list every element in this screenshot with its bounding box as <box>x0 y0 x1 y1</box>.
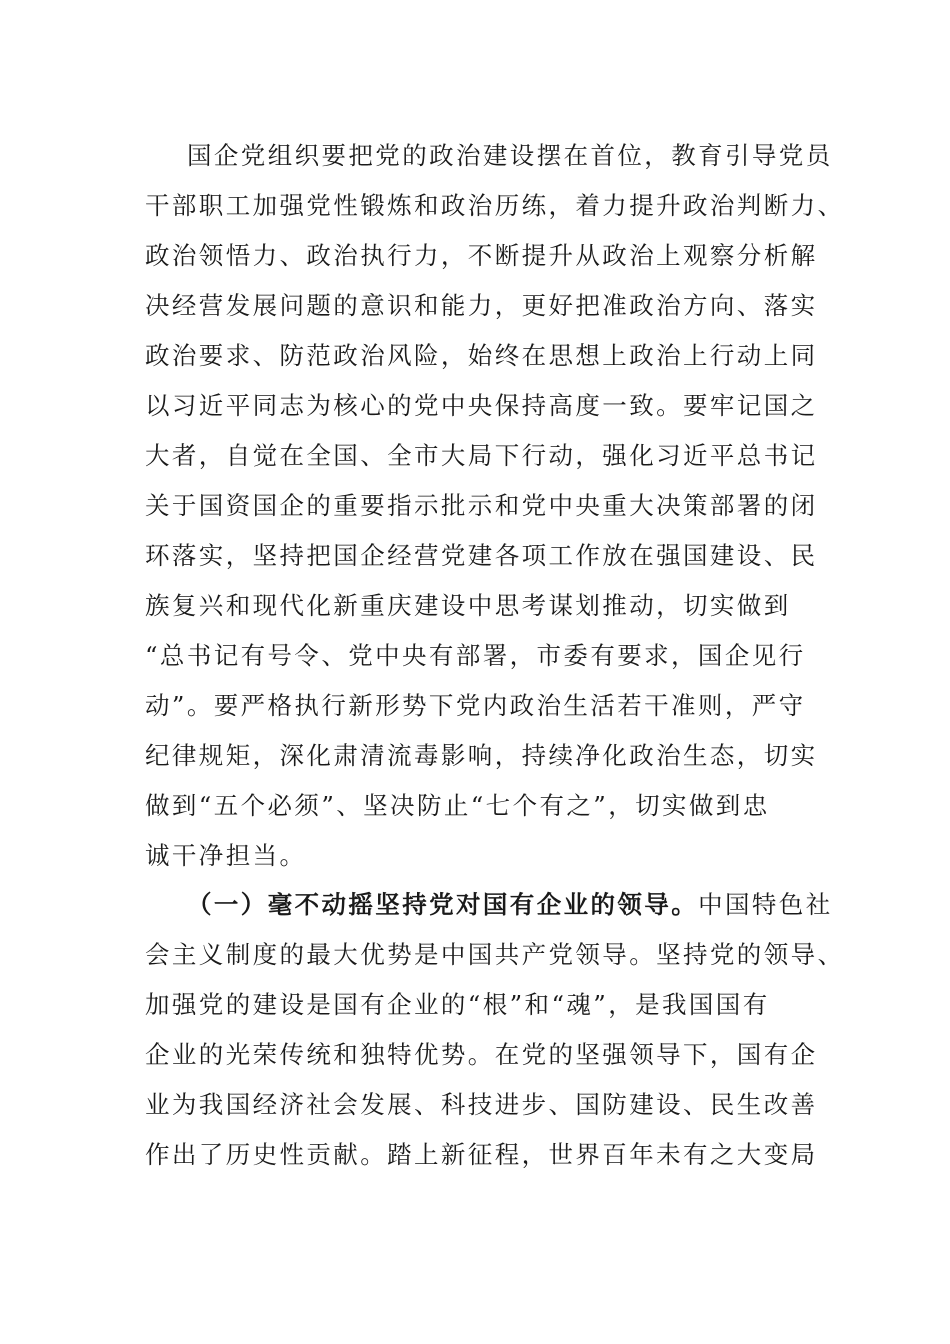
text-line-with-heading <box>145 880 833 930</box>
text-line: 以习近平同志为核心的党中央保持高度一致。要牢记国之 <box>145 391 818 420</box>
text-line: 动”。要严格执行新形势下党内政治生活若干准则，严守 <box>145 691 806 720</box>
text-line: 做到“五个必须”、坚决防止“七个有之”，切实做到忠 <box>145 791 770 820</box>
text-line: 政治要求、防范政治风险，始终在思想上政治上行动上同 <box>145 341 818 370</box>
text-line: 国企党组织要把党的政治建设摆在首位，教育引导党员 <box>187 141 833 170</box>
text-line: 大者，自觉在全国、全市大局下行动，强化习近平总书记 <box>145 441 818 470</box>
text-line: 关于国资国企的重要指示批示和党中央重大决策部署的闭 <box>145 491 818 520</box>
text-line: 纪律规矩，深化肃清流毒影响，持续净化政治生态，切实 <box>145 741 818 770</box>
paragraph-party-political-building <box>145 131 845 881</box>
text-line: 企业的光荣传统和独特优势。在党的坚强领导下，国有企 <box>145 1040 818 1069</box>
text-line: 作出了历史性贡献。踏上新征程，世界百年未有之大变局 <box>145 1140 818 1169</box>
text-line: 诚干净担当。 <box>145 841 307 870</box>
text-line: 决经营发展问题的意识和能力，更好把准政治方向、落实 <box>145 291 818 320</box>
text-line: “总书记有号令、党中央有部署，市委有要求，国企见行 <box>145 641 806 670</box>
heading-line-continuation: 中国特色社 <box>698 890 833 919</box>
text-line: 环落实，坚持把国企经营党建各项工作放在强国建设、民 <box>145 541 818 570</box>
paragraph-party-leadership-of-soes <box>145 880 845 1180</box>
text-line: 会主义制度的最大优势是中国共产党领导。坚持党的领导、 <box>145 940 845 969</box>
section-heading: （一）毫不动摇坚持党对国有企业的领导。 <box>187 890 699 919</box>
text-line: 干部职工加强党性锻炼和政治历练，着力提升政治判断力、 <box>145 191 845 220</box>
text-line: 加强党的建设是国有企业的“根”和“魂”，是我国国有 <box>145 990 770 1019</box>
text-line: 业为我国经济社会发展、科技进步、国防建设、民生改善 <box>145 1090 818 1119</box>
text-line: 族复兴和现代化新重庆建设中思考谋划推动，切实做到 <box>145 591 791 620</box>
text-line: 政治领悟力、政治执行力，不断提升从政治上观察分析解 <box>145 241 818 270</box>
